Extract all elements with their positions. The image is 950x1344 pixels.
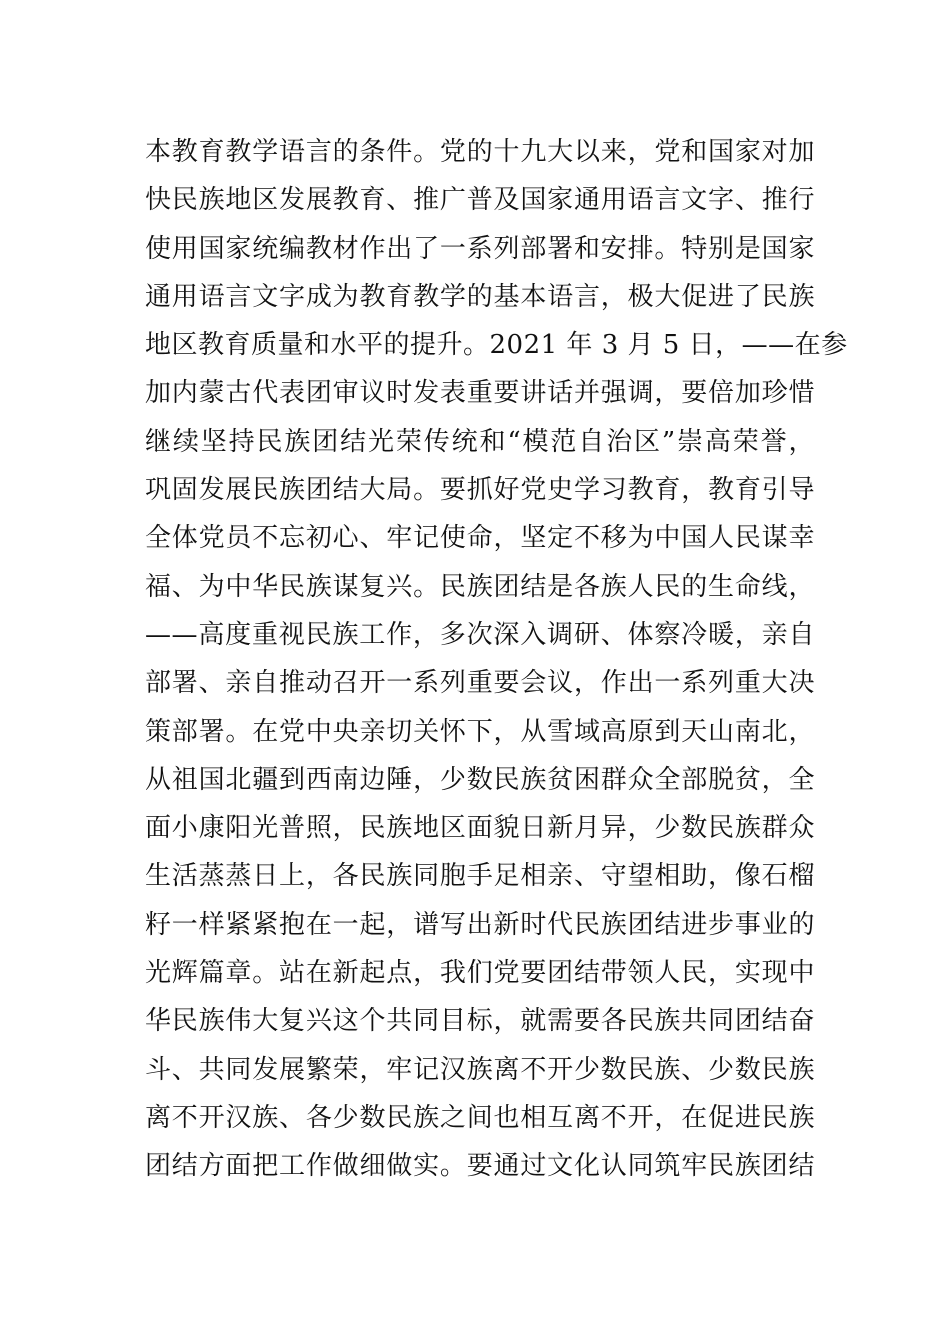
text-line: 从祖国北疆到西南边陲，少数民族贫困群众全部脱贫，全	[145, 764, 815, 795]
text-line: 使用国家统编教材作出了一系列部署和安排。特别是国家	[145, 233, 815, 264]
text-line: 福、为中华民族谋复兴。民族团结是各族人民的生命线，	[145, 571, 815, 602]
text-line: 部署、亲自推动召开一系列重要会议，作出一系列重大决	[145, 668, 815, 699]
text-line: 斗、共同发展繁荣，牢记汉族离不开少数民族、少数民族	[145, 1054, 815, 1085]
body-paragraph	[145, 128, 848, 1191]
text-line: 本教育教学语言的条件。党的十九大以来，党和国家对加	[145, 137, 815, 167]
text-line: 光辉篇章。站在新起点，我们党要团结带领人民，实现中	[145, 958, 815, 989]
text-line: 继续坚持民族团结光荣传统和“模范自治区”崇高荣誉，	[145, 426, 815, 457]
text-line: 籽一样紧紧抱在一起，谱写出新时代民族团结进步事业的	[145, 909, 815, 940]
text-line: ——高度重视民族工作，多次深入调研、体察冷暖，亲自	[145, 619, 815, 650]
text-line: 快民族地区发展教育、推广普及国家通用语言文字、推行	[145, 185, 815, 216]
text-line: 地区教育质量和水平的提升。2021 年 3 月 5 日，——在参	[145, 330, 848, 361]
text-line: 华民族伟大复兴这个共同目标，就需要各民族共同团结奋	[145, 1006, 815, 1037]
text-line: 面小康阳光普照，民族地区面貌日新月异，少数民族群众	[145, 813, 815, 844]
text-line: 全体党员不忘初心、牢记使命，坚定不移为中国人民谋幸	[145, 523, 815, 554]
text-line: 巩固发展民族团结大局。要抓好党史学习教育，教育引导	[145, 475, 815, 506]
text-line: 团结方面把工作做细做实。要通过文化认同筑牢民族团结	[145, 1151, 815, 1182]
text-line: 离不开汉族、各少数民族之间也相互离不开，在促进民族	[145, 1102, 815, 1133]
text-line: 通用语言文字成为教育教学的基本语言，极大促进了民族	[145, 281, 815, 312]
text-line: 生活蒸蒸日上，各民族同胞手足相亲、守望相助，像石榴	[145, 861, 815, 892]
text-line: 加内蒙古代表团审议时发表重要讲话并强调，要倍加珍惜	[145, 378, 815, 409]
text-line: 策部署。在党中央亲切关怀下，从雪域高原到天山南北，	[145, 716, 815, 747]
